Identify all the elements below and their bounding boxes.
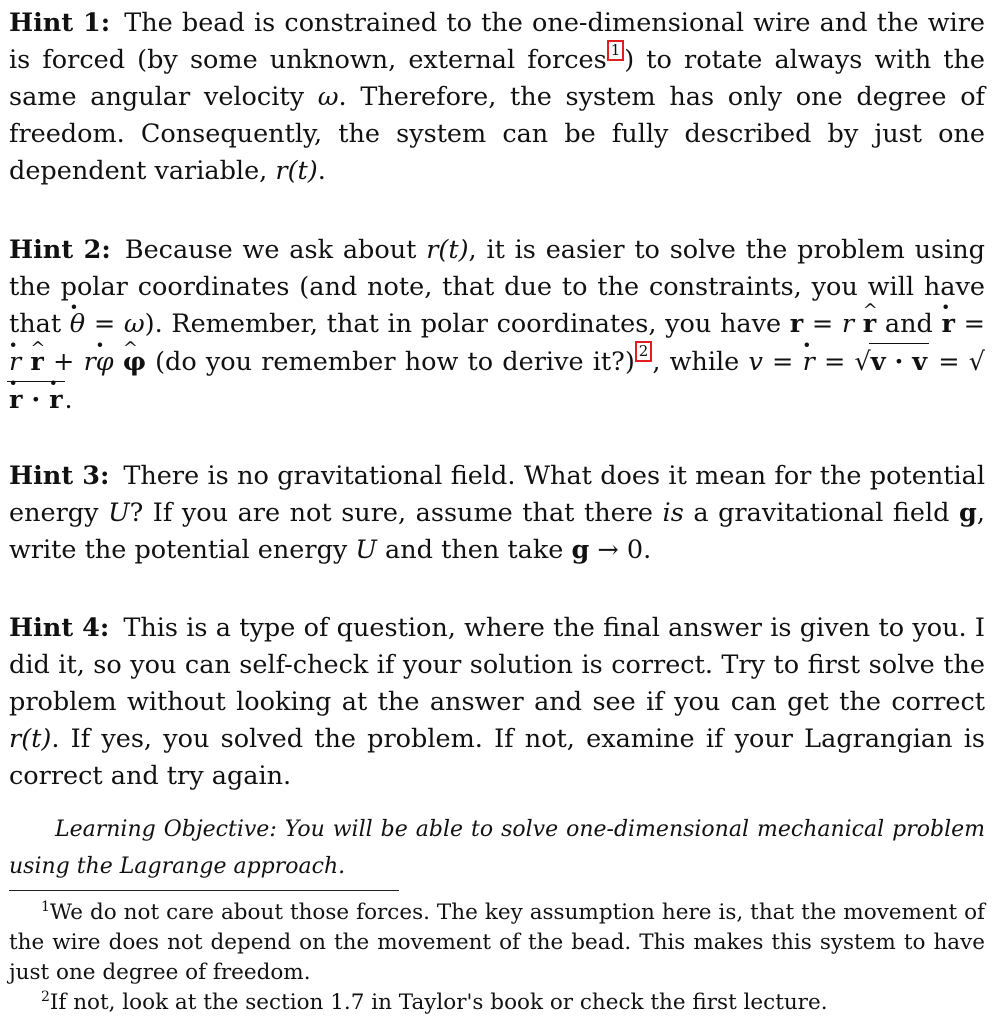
footnote-2: [9, 988, 985, 1018]
footnote-2-text: If not, look at the section 1.7 in Taylor's book or check the first lecture.: [49, 990, 828, 1015]
r-of-t: r(t): [275, 156, 318, 186]
footnote-divider: [9, 890, 399, 891]
hint-3: [9, 458, 985, 569]
hint-1-text-b: ) to rotate always with the same angular velocity: [9, 45, 986, 112]
footnote-1-text: We do not care about those forces. The key assumption here is, that the movement of the wire does not depend on the movement of the bead. This makes this system to have just one degree of freedom.: [9, 900, 985, 985]
footnote-ref-2[interactable]: 2: [635, 341, 653, 362]
potential-energy-symbol: U: [108, 498, 130, 528]
hint-4-label: Hint 4:: [9, 613, 110, 643]
hint-2-text-c: ). Remember, that in polar coordinates, you have: [144, 309, 790, 339]
hint-1-label: Hint 1:: [9, 8, 111, 38]
hint-4: [9, 610, 985, 795]
hint-3-text-e: and then take: [376, 535, 572, 565]
hint-3-label: Hint 3:: [9, 461, 110, 491]
hint-2-label: Hint 2:: [9, 235, 111, 265]
hint-2-text-b: , it is easier to solve the problem using the polar coordinates (and note, that due to the constraints, you will have that: [9, 235, 986, 339]
footnote-ref-1[interactable]: 1: [607, 40, 625, 61]
hint-4-text-a: This is a type of question, where the final answer is given to you. I did it, so you can self-check if your solution is correct. Try to first solve the problem without looking at the answer and see if you can get the correct: [9, 613, 985, 717]
footnotes: [9, 898, 985, 1018]
velocity-vector-equation: r · = r · r ^ + rφ · φ ^: [9, 309, 985, 377]
footnote-1-mark: 1: [41, 898, 50, 915]
hint-3-text-f: .: [643, 535, 652, 565]
hint-1: [9, 5, 985, 190]
hint-1-text-c: . Therefore, the system has only one degree of freedom. Consequently, the system can be fully described by just one dependent variable,: [9, 82, 985, 186]
position-vector-equation: r = r r ^: [790, 309, 876, 339]
hint-3-text-c: a gravitational field: [683, 498, 960, 528]
hint-2-text-g: .: [64, 385, 73, 415]
gravity-limit: g → 0: [571, 535, 644, 565]
hint-1-text-a: The bead is constrained to the one-dimensional wire and the wire is forced (by some unknown, external forces: [9, 8, 985, 75]
footnote-2-mark: 2: [41, 988, 50, 1005]
hint-1-text-d: .: [317, 156, 326, 186]
emphasis-is: is: [662, 498, 684, 528]
r-of-t: r(t): [426, 235, 469, 265]
hint-2-text-d: and: [876, 309, 942, 339]
hint-2-text-e: (do you remember how to derive it?): [145, 347, 635, 377]
hint-2-text-a: Because we ask about: [124, 235, 427, 265]
hint-3-text-a: There is no gravitational field. What does it mean for the potential energy: [9, 461, 986, 528]
speed-equation: v = r · = √v · v = √r · · r ·: [9, 347, 985, 415]
hint-3-text-d: , write the potential energy: [9, 498, 985, 565]
learning-objective: Learning Objective: You will be able to solve one-dimensional mechanical problem using the Lagrange approach.: [9, 817, 985, 879]
hint-2-text-f: , while: [652, 347, 749, 377]
hint-2: [9, 232, 985, 419]
gravity-vector-symbol: g: [959, 498, 977, 528]
theta-dot-equation: θ · = ω: [70, 309, 145, 339]
r-of-t: r(t): [9, 724, 52, 754]
potential-energy-symbol: U: [355, 535, 377, 565]
footnote-1: [9, 898, 985, 988]
omega-symbol: ω: [317, 82, 339, 112]
hint-4-text-b: . If yes, you solved the problem. If not, examine if your Lagrangian is correct and try again.: [9, 724, 985, 791]
hint-3-text-b: ? If you are not sure, assume that there: [129, 498, 663, 528]
